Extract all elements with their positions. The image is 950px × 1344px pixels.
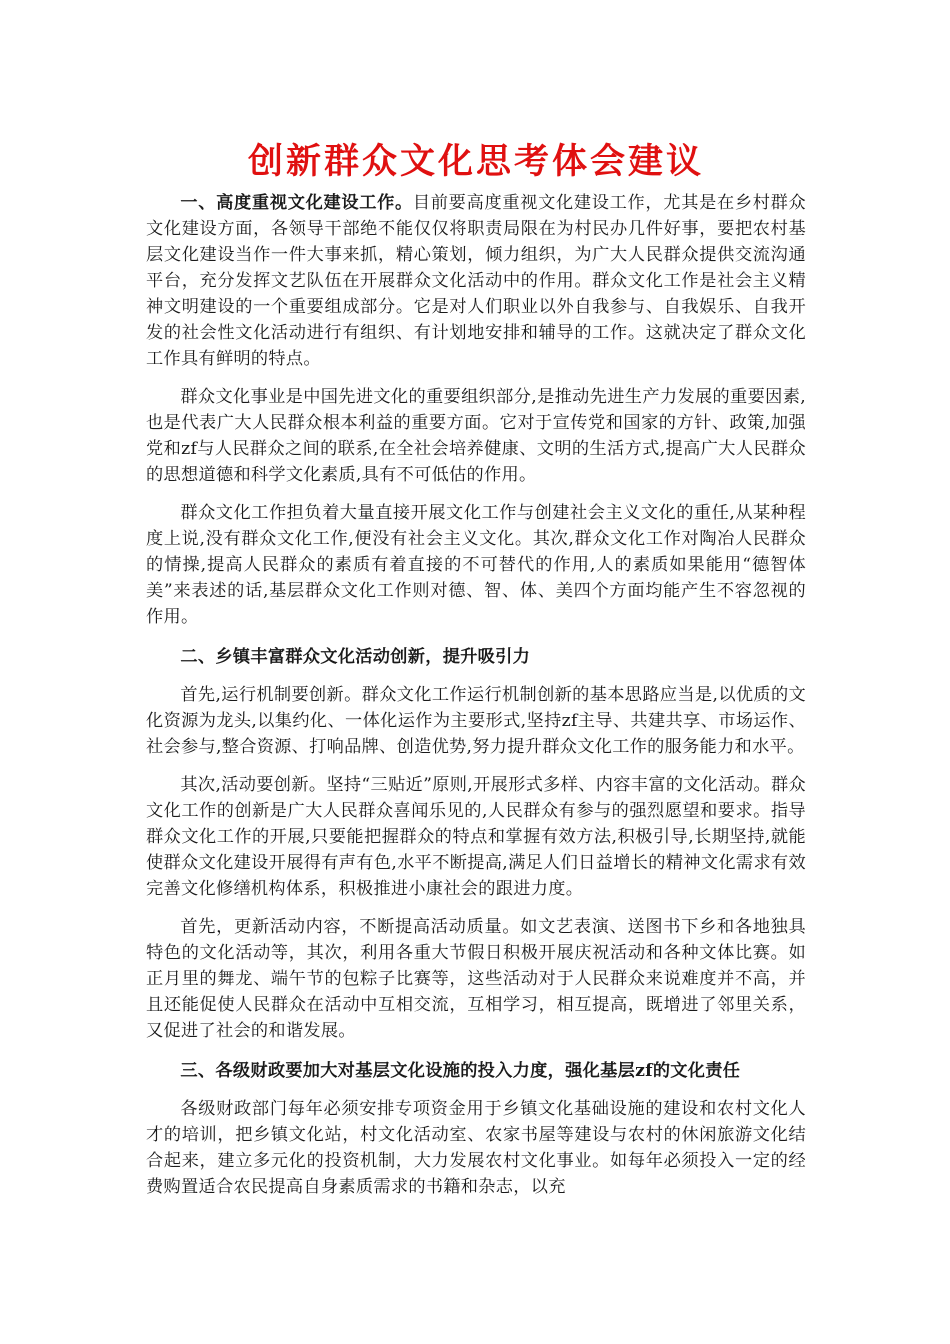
section-2-paragraph-3: 首先，更新活动内容，不断提高活动质量。如文艺表演、送图书下乡和各地独具特色的文化活动等，其次，利用各重大节假日积极开展庆祝活动和各种文体比赛。如正月里的舞龙、端午节的包粽子比赛等，这些活动对于人民群众来说难度并不高，并且还能促使人民群众在活动中互相交流，互相学习，相互提高，既增进了邻里关系，又促进了社会的和谐发展。	[146, 917, 806, 1041]
document-page	[146, 140, 806, 1200]
section-1-paragraph-2: 群众文化事业是中国先进文化的重要组织部分,是推动先进生产力发展的重要因素,也是代表广大人民群众根本利益的重要方面。它对于宣传党和国家的方针、政策,加强党和zf与人民群众之间的联系,在全社会培养健康、文明的生活方式,提高广大人民群众的思想道德和科学文化素质,具有不可低估的作用。	[146, 387, 806, 485]
section-1-lead: 一、高度重视文化建设工作。	[180, 193, 413, 213]
section-1-paragraph-1	[146, 190, 806, 372]
section-1-paragraph-3: 群众文化工作担负着大量直接开展文化工作与创建社会主义文化的重任,从某种程度上说,没有群众文化工作,便没有社会主义文化。其次,群众文化工作对陶冶人民群众的情操,提高人民群众的素质有着直接的不可替代的作用,人的素质如果能用“德智体美”来表述的话,基层群众文化工作则对德、智、体、美四个方面均能产生不容忽视的作用。	[146, 503, 806, 627]
section-2-heading: 二、乡镇丰富群众文化活动创新，提升吸引力	[180, 647, 531, 667]
section-3-heading: 三、各级财政要加大对基层文化设施的投入力度，强化基层zf的文化责任	[180, 1061, 741, 1081]
section-2-paragraph-1: 首先,运行机制要创新。群众文化工作运行机制创新的基本思路应当是,以优质的文化资源为龙头,以集约化、一体化运作为主要形式,坚持zf主导、共建共享、市场运作、社会参与,整合资源、打响品牌、创造优势,努力提升群众文化工作的服务能力和水平。	[146, 685, 806, 757]
section-3-paragraph-1: 各级财政部门每年必须安排专项资金用于乡镇文化基础设施的建设和农村文化人才的培训，把乡镇文化站，村文化活动室、农家书屋等建设与农村的休闲旅游文化结合起来，建立多元化的投资机制，大力发展农村文化事业。如每年必须投入一定的经费购置适合农民提高自身素质需求的书籍和杂志，以充	[146, 1099, 806, 1197]
section-1-paragraph-1-text: 目前要高度重视文化建设工作，尤其是在乡村群众文化建设方面，各领导干部绝不能仅仅将职责局限在为村民办几件好事，要把农村基层文化建设当作一件大事来抓，精心策划，倾力组织，为广大人民群众提供交流沟通平台，充分发挥文艺队伍在开展群众文化活动中的作用。群众文化工作是社会主义精神文明建设的一个重要组成部分。它是对人们职业以外自我参与、自我娱乐、自我开发的社会性文化活动进行有组织、有计划地安排和辅导的工作。这就决定了群众文化工作具有鲜明的特点。	[146, 193, 806, 369]
document-title: 创新群众文化思考体会建议	[247, 141, 704, 182]
section-2-paragraph-2: 其次,活动要创新。坚持“三贴近”原则,开展形式多样、内容丰富的文化活动。群众文化工作的创新是广大人民群众喜闻乐见的,人民群众有参与的强烈愿望和要求。指导群众文化工作的开展,只要能把握群众的特点和掌握有效方法,积极引导,长期坚持,就能使群众文化建设开展得有声有色,水平不断提高,满足人们日益增长的精神文化需求有效完善文化修缮机构体系，积极推进小康社会的跟进力度。	[146, 775, 806, 899]
